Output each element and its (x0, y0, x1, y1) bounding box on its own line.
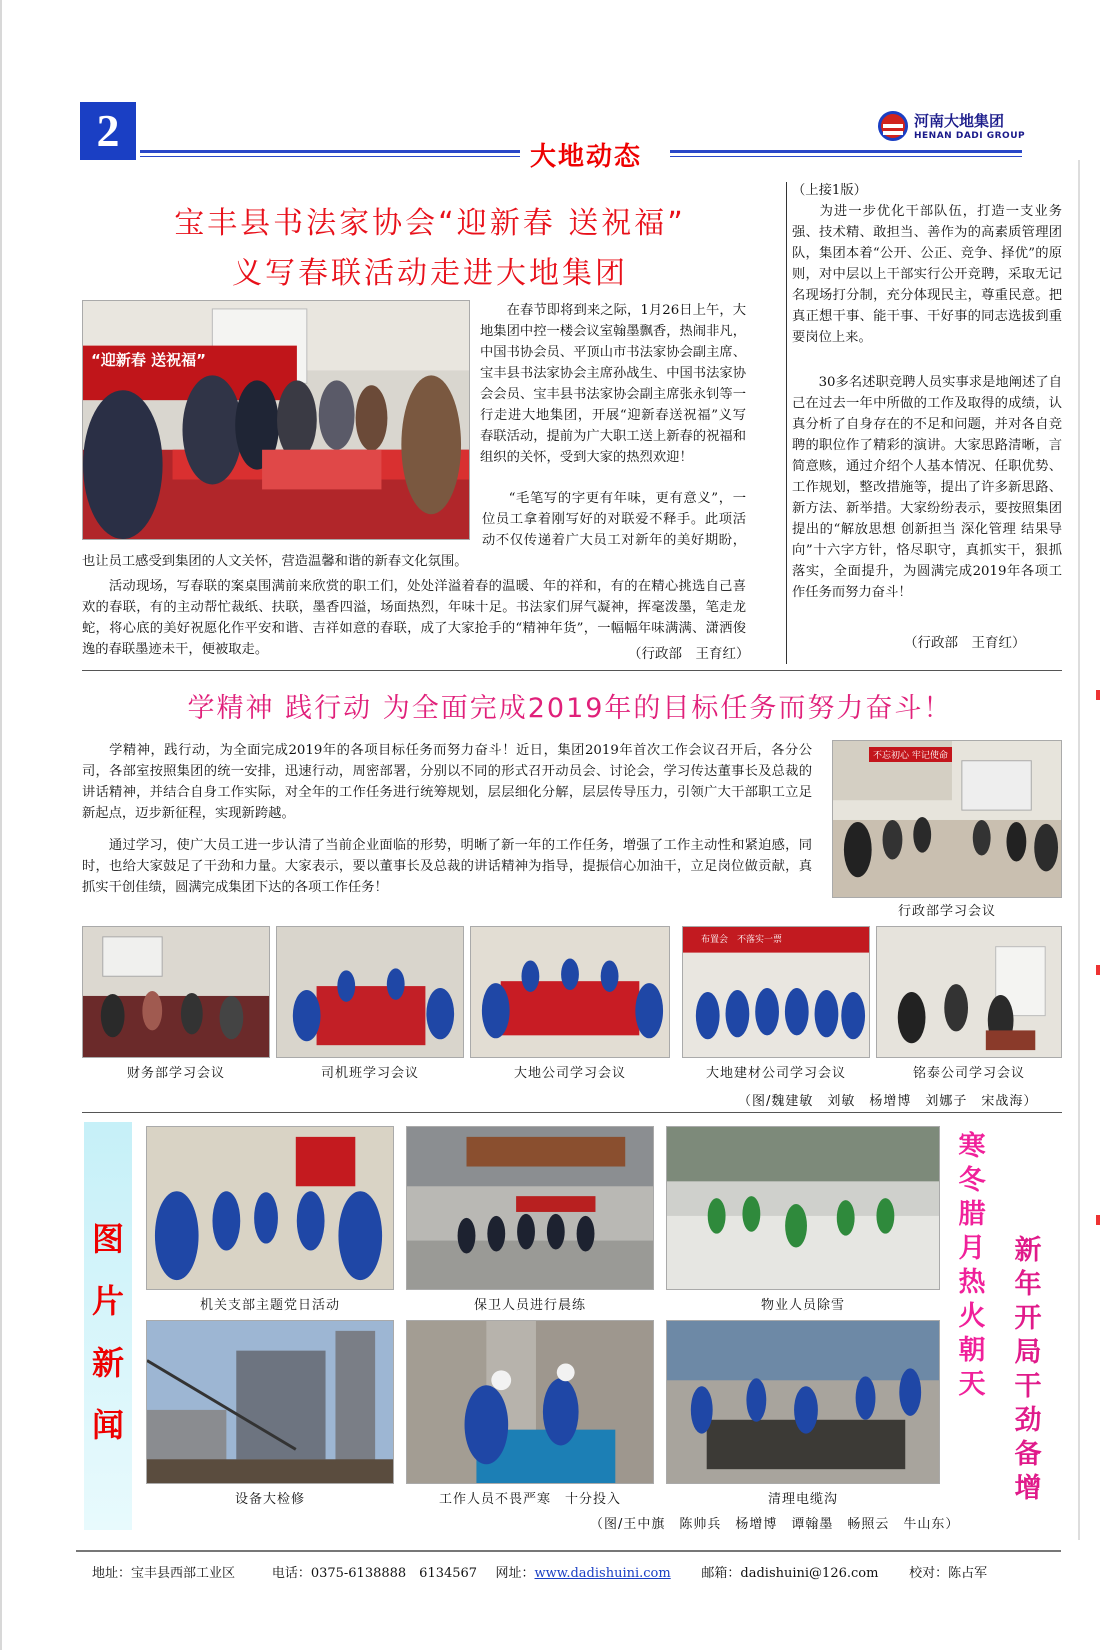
footer-website-link[interactable]: www.dadishuini.com (534, 1566, 671, 1581)
dadi-company-meeting-photo (470, 926, 670, 1058)
edge-marker (1096, 965, 1100, 975)
article2-para1: 学精神，践行动，为全面完成2019年的各项目标任务而努力奋斗！近日，集团2019年首次工作会议召开后，各分公司，各部室按照集团的统一安排，迅速行动，周密部署，分别以不同的形式召开动员会、讨论会，学习传达董事长及总裁的讲话精神，并结合自身工作实际，对全年的工作任务进行统筹规划，层层细化分解，层层传导压力，引领广大干部职工立足新起点，迈步新征程，实现新跨越。 (82, 743, 812, 821)
wall-banner: 不忘初心 牢记使命 (869, 747, 952, 762)
right-para2: 30多名述职竞聘人员实事求是地阐述了自己在过去一年中所做的工作及取得的成绩，认真分析了自身存在的不足和问题，并对各自竞聘的职位作了精彩的演讲。大家思路清晰，言简意赅，通过介绍个人基本情况、任职优势、工作规划，整改措施等，提出了许多新思路、新方法、新举措。大家纷纷表示，要按照集团提出的“解放思想 创新担当 深化管理 结果导向”十六字方针，恪尽职守，真抓实干，狠抓落实，全面提升，为圆满完成2019年各项工作任务而努力奋斗！ (792, 375, 1062, 600)
header-rule-right (670, 150, 1022, 153)
party-day-photo (146, 1126, 394, 1290)
picnews-caption-6: 清理电缆沟 (767, 1492, 838, 1507)
admin-meeting-caption: 行政部学习会议 (897, 904, 996, 919)
row-caption-1: 财务部学习会议 (126, 1066, 225, 1081)
footer-phone: 电话：0375-6138888 6134567 (271, 1566, 478, 1581)
row-caption-4: 大地建材公司学习会议 (705, 1066, 846, 1081)
article1-byline: （行政部 王育红） (628, 646, 750, 662)
page-number: 2 (80, 102, 136, 160)
logo-name-cn: 河南大地集团 (914, 112, 1005, 130)
article1-para1: 在春节即将到来之际，1月26日上午，大地集团中控一楼会议室翰墨飘香，热闹非凡，中国书协会员、平顶山市书法家协会副主席、宝丰县书法家协会主席孙战生、中国书法家协会会员、宝丰县书法家协会副主席张永钊等一行走进大地集团，开展“迎新春送祝福”义写春联活动，提前为广大职工送上新春的祝福和组织的关怀，受到大家的热烈欢迎！ (480, 303, 746, 465)
article1-title-line1: 宝丰县书法家协会“迎新春 送祝福” (174, 206, 686, 241)
column-divider (786, 182, 787, 664)
finance-meeting-photo (82, 926, 270, 1058)
picture-news-label: 图 片 新 闻 (84, 1122, 132, 1530)
footer-proofreader: 校对：陈占军 (909, 1566, 988, 1581)
company-logo (878, 110, 1025, 141)
footer (92, 1562, 987, 1581)
picnews-caption-2: 保卫人员进行晨练 (473, 1298, 586, 1313)
equipment-overhaul-photo (146, 1320, 394, 1484)
driver-meeting-photo (276, 926, 464, 1058)
globe-icon (878, 111, 908, 141)
section-divider-1 (82, 670, 1062, 671)
photo-banner-text: “迎新春 送祝福” (91, 351, 206, 369)
edge-marker (1096, 690, 1100, 700)
edge-marker (1096, 1215, 1100, 1225)
header-rule-right-thin (670, 156, 1022, 157)
picnews-photo-credit: （图/王中旗 陈帅兵 杨增博 谭翰墨 畅照云 牛山东） (590, 1517, 960, 1532)
picnews-caption-5: 工作人员不畏严寒 十分投入 (438, 1492, 621, 1507)
row-caption-2: 司机班学习会议 (320, 1066, 419, 1081)
logo-name-en: HENAN DADI GROUP (914, 131, 1026, 141)
row-caption-5: 铭泰公司学习会议 (912, 1066, 1025, 1081)
header-rule-left-thin (140, 156, 520, 157)
right-margin-rule (1078, 160, 1080, 1540)
right-continued: （上接1版） (792, 183, 867, 198)
section-divider-2 (82, 1112, 1062, 1113)
footer-web-label: 网址： (495, 1566, 535, 1581)
row-photo-banner: 布置会 不落实一票 (701, 935, 783, 945)
section-title: 大地动态 (530, 142, 643, 172)
article2-title: 学精神 践行动 为全面完成2019年的目标任务而努力奋斗！ (187, 693, 953, 724)
article1-para2: “毛笔写的字更有年味，更有意义”，一位员工拿着刚写好的对联爱不释手。此项活动不仅传递着广大员工对新年的美好期盼，也让员工感受到集团的人文关怀，营造温馨和谐的新春文化氛围。 (82, 491, 746, 569)
footer-address: 地址：宝丰县西部工业区 (92, 1566, 236, 1581)
footer-rule (76, 1550, 1061, 1552)
building-materials-meeting-photo (682, 926, 870, 1058)
article2-para2: 通过学习，使广大员工进一步认清了当前企业面临的形势，明晰了新一年的工作任务，增强了工作主动性和紧迫感，同时，也给大家鼓足了干劲和力量。大家表示，要以董事长及总裁的讲话精神为指导，提振信心加油干，立足岗位做贡献，真抓实干创佳绩，圆满完成集团下达的各项工作任务！ (82, 838, 812, 895)
picnews-caption-3: 物业人员除雪 (760, 1298, 845, 1313)
picnews-caption-4: 设备大检修 (234, 1492, 305, 1507)
workers-cold-photo (406, 1320, 654, 1484)
vertical-title-2: 新 年 开 局 干 劲 备 增 (1014, 1235, 1042, 1504)
snow-clearing-photo (666, 1126, 940, 1290)
article1-para3: 活动现场，写春联的案桌围满前来欣赏的职工们，处处洋溢着春的温暖、年的祥和，有的在精心挑选自己喜欢的春联，有的主动帮忙裁纸、扶联，墨香四溢，场面热烈，年味十足。书法家们屏气凝神，挥毫泼墨，笔走龙蛇，将心底的美好祝愿化作平安和谐、吉祥如意的春联，成了大家抢手的“精神年货”，一幅幅年味满满、潇洒俊逸的春联墨迹未干，便被取走。 (82, 579, 746, 657)
row-caption-3: 大地公司学习会议 (513, 1066, 626, 1081)
picnews-caption-1: 机关支部主题党日活动 (199, 1298, 340, 1313)
right-byline: （行政部 王育红） (904, 635, 1026, 651)
cable-trench-photo (666, 1320, 940, 1484)
header-rule-left (140, 150, 520, 153)
footer-email: 邮箱：dadishuini@126.com (701, 1566, 879, 1581)
article2-photo-credit: （图/魏建敏 刘敏 杨增博 刘娜子 宋战海） (738, 1094, 1038, 1109)
admin-meeting-photo (832, 740, 1062, 898)
right-para1: 为进一步优化干部队伍，打造一支业务强、技术精、敢担当、善作为的高素质管理团队，集团本着“公开、公正、竞争、择优”的原则，对中层以上干部实行公开竞聘，采取无记名现场打分制，充分体现民主，尊重民意。把真正想干事、能干事、干好事的同志选拔到重要岗位上来。 (792, 204, 1062, 345)
article1-title-line2: 义写春联活动走进大地集团 (232, 256, 628, 291)
vertical-title-1: 寒 冬 腊 月 热 火 朝 天 (958, 1131, 986, 1400)
security-drill-photo (406, 1126, 654, 1290)
mingtai-meeting-photo (876, 926, 1062, 1058)
